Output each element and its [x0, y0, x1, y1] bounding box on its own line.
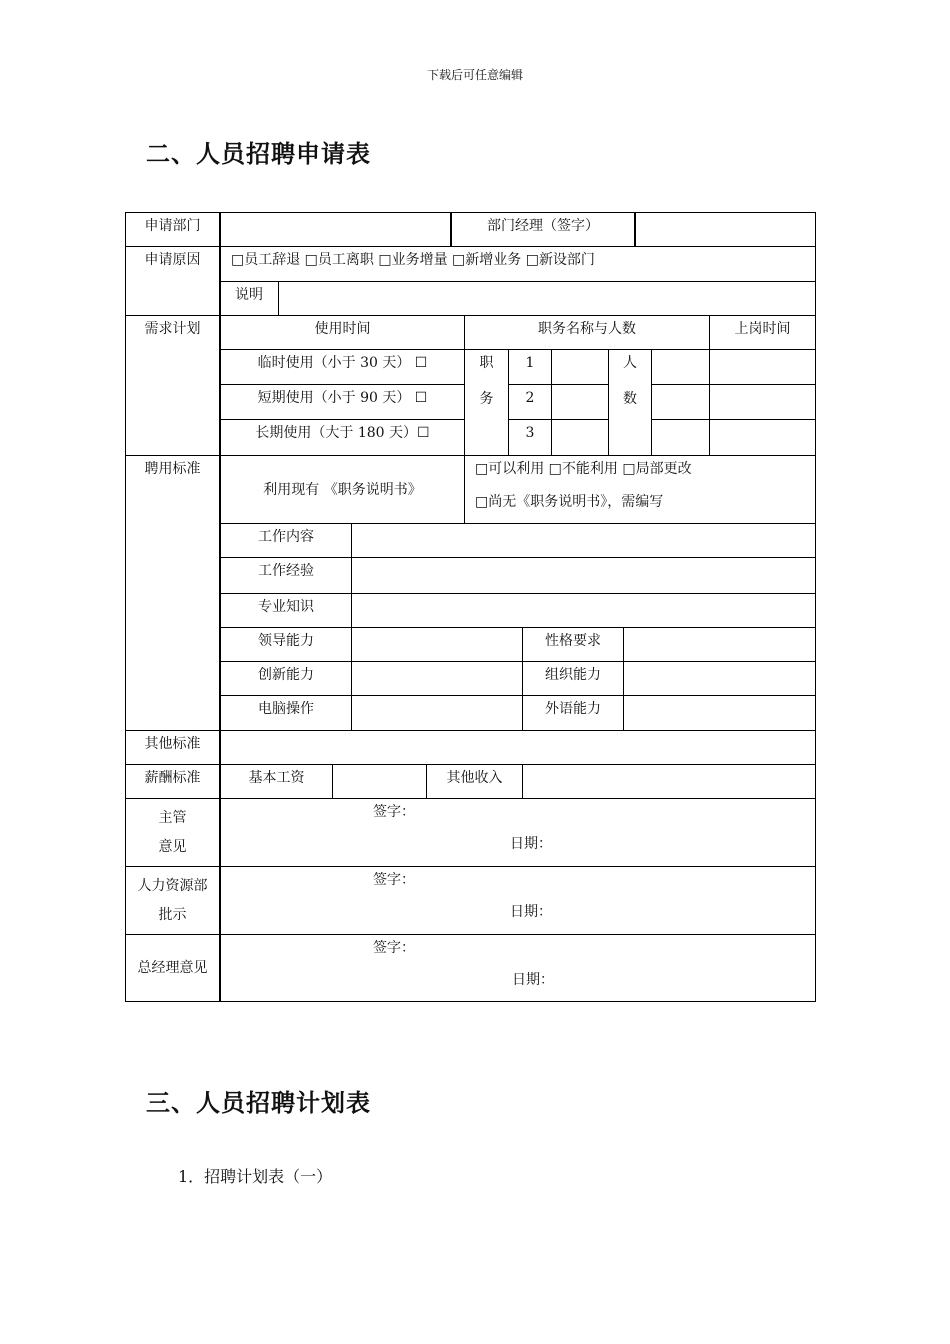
- label-date: 日期：: [510, 904, 552, 920]
- input-base-salary[interactable]: [332, 764, 427, 799]
- label-organization: 组织能力: [522, 661, 624, 696]
- input-leadership[interactable]: [351, 627, 523, 662]
- input-dept-manager-sign[interactable]: [635, 212, 816, 247]
- header-job-name-count: 职务名称与人数: [464, 315, 710, 350]
- input-prof-knowledge[interactable]: [351, 593, 816, 628]
- label-other-income: 其他收入: [426, 764, 523, 799]
- option-long-use[interactable]: 长期使用（大于 180 天）☐: [220, 419, 465, 456]
- row-num-2: 2: [508, 384, 552, 420]
- label-work-content: 工作内容: [220, 523, 352, 558]
- label-dept-manager-sign: 部门经理（签字）: [451, 212, 635, 247]
- input-people-2[interactable]: [651, 384, 710, 420]
- label-innovation: 创新能力: [220, 661, 352, 696]
- label-apply-reason: 申请原因: [125, 246, 220, 316]
- job-desc-opt-line1[interactable]: □可以利用 □不能利用 □局部更改: [475, 461, 692, 477]
- input-language[interactable]: [623, 695, 816, 731]
- label-people: 人 数: [608, 349, 652, 456]
- input-personality[interactable]: [623, 627, 816, 662]
- label-hire-std: 聘用标准: [125, 455, 220, 731]
- gm-opinion-area[interactable]: [220, 934, 816, 1002]
- label-gm-opinion: 总经理意见: [125, 934, 220, 1002]
- hr-instruction-area[interactable]: [220, 866, 816, 935]
- input-explain[interactable]: [278, 281, 816, 316]
- checkbox-icon[interactable]: ☐: [417, 425, 430, 441]
- input-innovation[interactable]: [351, 661, 523, 696]
- label-date: 日期：: [510, 836, 552, 852]
- job-desc-options[interactable]: [464, 455, 816, 524]
- input-people-3[interactable]: [651, 419, 710, 456]
- option-temp-use[interactable]: 临时使用（小于 30 天） ☐: [220, 349, 465, 385]
- input-apply-dept[interactable]: [220, 212, 451, 247]
- label-job: 职 务: [464, 349, 509, 456]
- header-note: 下载后可任意编辑: [426, 68, 523, 82]
- label-sign: 签字：: [373, 804, 415, 820]
- header-start-time: 上岗时间: [709, 315, 816, 350]
- input-job-2[interactable]: [551, 384, 609, 420]
- input-other-std[interactable]: [220, 730, 816, 765]
- label-demand-plan: 需求计划: [125, 315, 220, 456]
- job-desc-opt-line2[interactable]: □尚无《职务说明书》，需编写: [475, 494, 664, 510]
- input-computer[interactable]: [351, 695, 523, 731]
- row-num-1: 1: [508, 349, 552, 385]
- input-start-2[interactable]: [709, 384, 816, 420]
- supervisor-opinion-area[interactable]: [220, 798, 816, 867]
- section-2-title: 二、人员招聘申请表: [146, 139, 371, 168]
- option-short-use[interactable]: 短期使用（小于 90 天） ☐: [220, 384, 465, 420]
- section-3-subtitle: 1．招聘计划表（一）: [178, 1167, 333, 1186]
- input-job-3[interactable]: [551, 419, 609, 456]
- input-start-1[interactable]: [709, 349, 816, 385]
- label-computer: 电脑操作: [220, 695, 352, 731]
- label-date: 日期：: [512, 972, 554, 988]
- header-use-time: 使用时间: [220, 315, 465, 350]
- recruitment-application-form: [126, 213, 816, 1003]
- label-language: 外语能力: [522, 695, 624, 731]
- label-use-existing: 利用现有 《职务说明书》: [220, 455, 465, 524]
- checkbox-icon[interactable]: ☐: [414, 355, 428, 371]
- input-work-exp[interactable]: [351, 557, 816, 594]
- input-organization[interactable]: [623, 661, 816, 696]
- label-hr-instruction: 人力资源部 批示: [125, 866, 220, 935]
- checkbox-icon[interactable]: ☐: [414, 390, 428, 406]
- label-prof-knowledge: 专业知识: [220, 593, 352, 628]
- input-start-3[interactable]: [709, 419, 816, 456]
- section-3-title: 三、人员招聘计划表: [146, 1088, 371, 1117]
- row-num-3: 3: [508, 419, 552, 456]
- label-supervisor-opinion: 主管 意见: [125, 798, 220, 867]
- input-other-income[interactable]: [522, 764, 816, 799]
- input-work-content[interactable]: [351, 523, 816, 558]
- label-work-exp: 工作经验: [220, 557, 352, 594]
- label-other-std: 其他标准: [125, 730, 220, 765]
- label-leadership: 领导能力: [220, 627, 352, 662]
- label-personality: 性格要求: [522, 627, 624, 662]
- label-salary-std: 薪酬标准: [125, 764, 220, 799]
- input-people-1[interactable]: [651, 349, 710, 385]
- label-sign: 签字：: [373, 872, 415, 888]
- label-sign: 签字：: [373, 940, 415, 956]
- input-job-1[interactable]: [551, 349, 609, 385]
- reason-options[interactable]: □员工辞退 □员工离职 □业务增量 □新增业务 □新设部门: [220, 246, 816, 282]
- label-base-salary: 基本工资: [220, 764, 333, 799]
- label-explain: 说明: [220, 281, 279, 316]
- label-apply-dept: 申请部门: [125, 212, 220, 247]
